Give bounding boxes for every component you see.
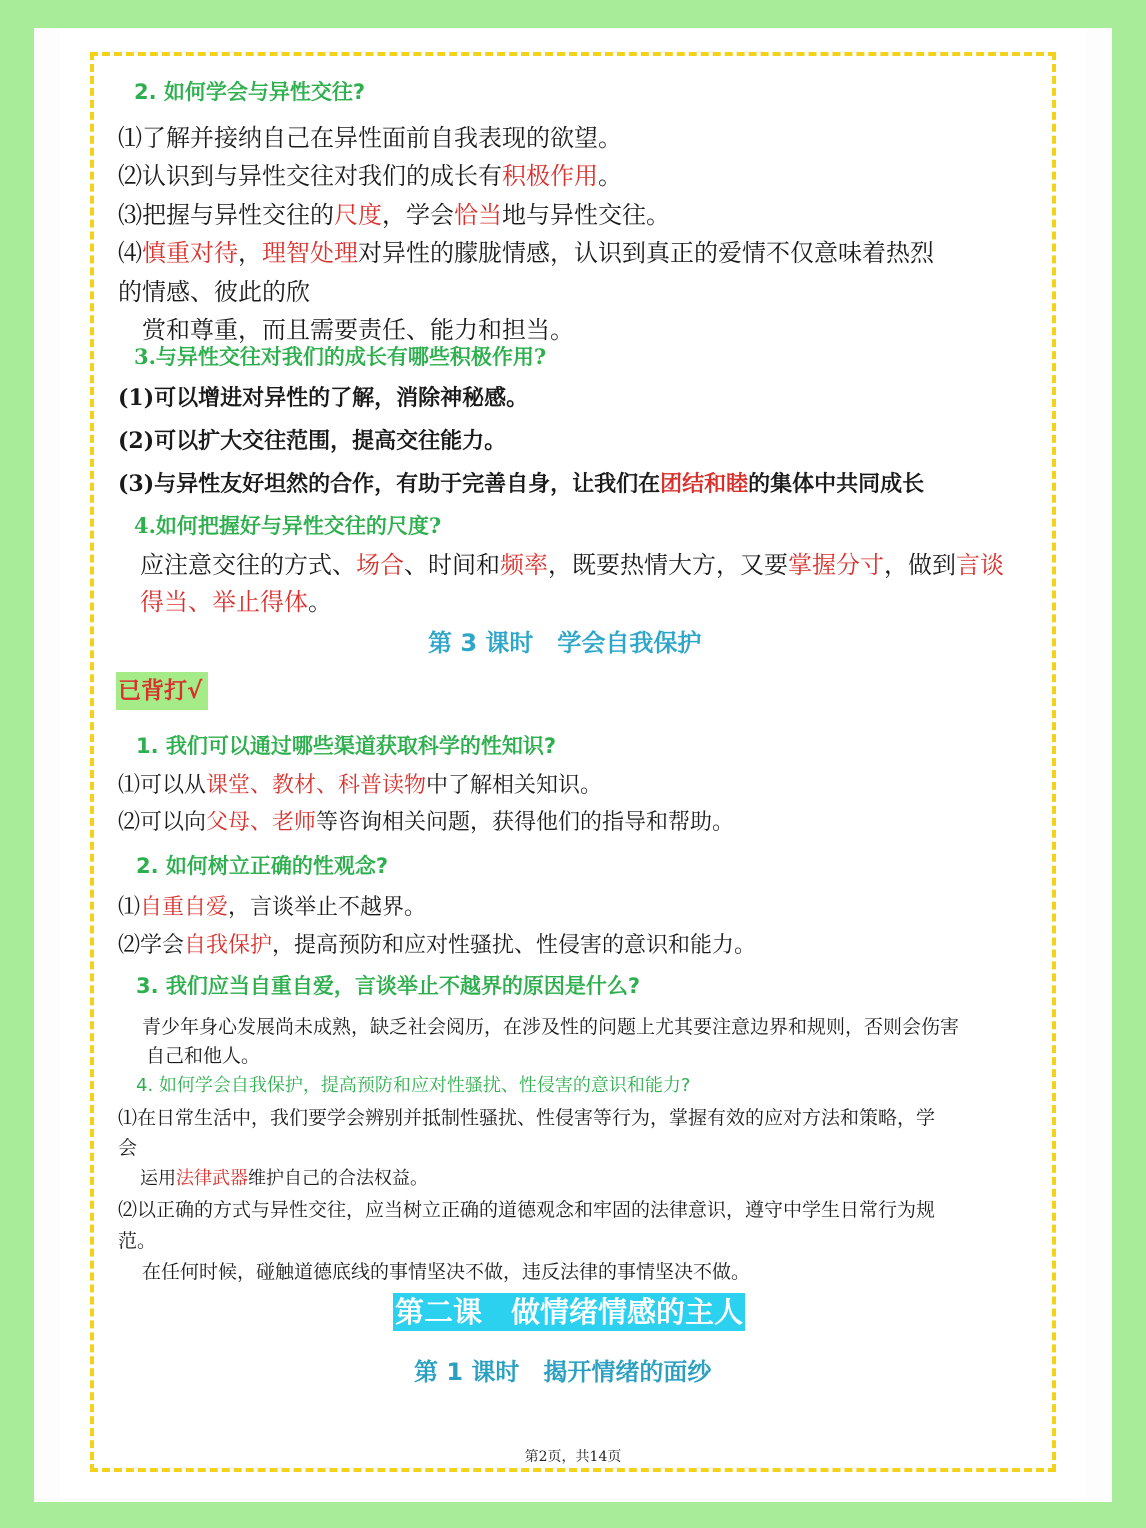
keyword-highlight: 言谈 bbox=[956, 551, 1004, 579]
text-span: 应注意交往的方式、 bbox=[140, 551, 356, 579]
text-span: ，言谈举止不越界。 bbox=[228, 895, 427, 920]
question-heading: 1. 我们可以通过哪些渠道获取科学的性知识? bbox=[136, 734, 557, 758]
answer-line bbox=[118, 805, 734, 836]
answer-line: 在任何时候，碰触道德底线的事情坚决不做，违反法律的事情坚决不做。 bbox=[142, 1261, 751, 1283]
question-heading: 3.与异性交往对我们的成长有哪些积极作用? bbox=[134, 344, 547, 369]
text-span: 中了解相关知识。 bbox=[426, 773, 603, 798]
answer-line: 范。 bbox=[118, 1230, 157, 1252]
question-heading: 2. 如何树立正确的性观念? bbox=[136, 854, 389, 878]
text-span: ，做到 bbox=[884, 551, 956, 579]
question-heading: 3. 我们应当自重自爱，言谈举止不越界的原因是什么? bbox=[136, 974, 641, 998]
keyword-highlight: 团结和睦 bbox=[660, 471, 749, 497]
answer-line: 青少年身心发展尚未成熟，缺乏社会阅历，在涉及性的问题上尤其要注意边界和规则，否则会伤害 bbox=[142, 1016, 960, 1038]
text-span: 、时间和 bbox=[404, 551, 500, 579]
answer-line bbox=[140, 582, 332, 617]
section-title: 第 3 课时 学会自我保护 bbox=[428, 629, 702, 657]
keyword-highlight: 课堂、教材、科普读物 bbox=[206, 773, 427, 798]
answer-line bbox=[118, 890, 426, 921]
keyword-highlight: 自我保护 bbox=[184, 933, 273, 958]
answer-line: 会 bbox=[118, 1137, 138, 1159]
keyword-highlight: 得当、举止得体 bbox=[140, 588, 308, 616]
text-span: 对异性的朦胧情感，认识到真正的爱情不仅意味着热烈 bbox=[358, 239, 934, 267]
text-span: 。 bbox=[598, 162, 622, 190]
answer-line: 的情感、彼此的欣 bbox=[118, 278, 310, 306]
answer-line bbox=[118, 156, 622, 191]
text-span: 运用 bbox=[140, 1168, 176, 1189]
answer-line: 赏和尊重，而且需要责任、能力和担当。 bbox=[142, 316, 574, 344]
keyword-highlight: 法律武器 bbox=[176, 1168, 248, 1189]
keyword-highlight: 频率 bbox=[500, 551, 548, 579]
text-span: (3)与异性友好坦然的合作，有助于完善自身，让我们在 bbox=[118, 471, 661, 497]
text-span: ⑴ bbox=[118, 895, 141, 920]
keyword-highlight: 自重自爱 bbox=[140, 895, 229, 920]
text-span: 的集体中共同成长 bbox=[748, 471, 925, 497]
text-span: ， bbox=[238, 239, 262, 267]
keyword-highlight: 场合 bbox=[356, 551, 404, 579]
keyword-highlight: 理智处理 bbox=[262, 239, 358, 267]
keyword-highlight: 恰当 bbox=[454, 201, 502, 229]
section-title: 第 1 课时 揭开情绪的面纱 bbox=[414, 1358, 712, 1386]
answer-line bbox=[118, 768, 602, 799]
answer-line bbox=[118, 233, 934, 268]
answer-line bbox=[118, 928, 756, 959]
question-heading: 4.如何把握好与异性交往的尺度? bbox=[134, 513, 442, 538]
answer-line bbox=[140, 1164, 428, 1190]
text-span: 等咨询相关问题，获得他们的指导和帮助。 bbox=[316, 810, 735, 835]
text-span: ⑶把握与异性交往的 bbox=[118, 201, 334, 229]
answer-line: 自己和他人。 bbox=[146, 1045, 261, 1067]
keyword-highlight: 慎重对待 bbox=[142, 239, 238, 267]
text-span: ，提高预防和应对性骚扰、性侵害的意识和能力。 bbox=[272, 933, 757, 958]
question-heading: 2. 如何学会与异性交往? bbox=[134, 80, 366, 104]
text-span: ⑵学会 bbox=[118, 933, 185, 958]
text-span: 维护自己的合法权益。 bbox=[248, 1168, 428, 1189]
text-span: ⑴可以从 bbox=[118, 773, 207, 798]
text-span: ⑵认识到与异性交往对我们的成长有 bbox=[118, 162, 502, 190]
keyword-highlight: 掌握分寸 bbox=[788, 551, 884, 579]
answer-line bbox=[118, 195, 670, 230]
text-span: 。 bbox=[308, 588, 332, 616]
answer-line bbox=[140, 545, 1004, 580]
keyword-highlight: 尺度 bbox=[334, 201, 382, 229]
text-span: ⑵可以向 bbox=[118, 810, 207, 835]
keyword-highlight: 父母、老师 bbox=[206, 810, 317, 835]
keyword-highlight: 积极作用 bbox=[502, 162, 598, 190]
memorized-badge: 已背打√ bbox=[116, 672, 208, 710]
answer-line bbox=[118, 467, 924, 498]
answer-line: (2)可以扩大交往范围，提高交往能力。 bbox=[118, 428, 507, 454]
answer-line: ⑴了解并接纳自己在异性面前自我表现的欲望。 bbox=[118, 124, 622, 152]
answer-line: ⑴在日常生活中，我们要学会辨别并抵制性骚扰、性侵害等行为，掌握有效的应对方法和策略，学 bbox=[118, 1107, 936, 1129]
lesson-title: 第二课 做情绪情感的主人 bbox=[395, 1295, 744, 1329]
page-number: 第2页，共14页 bbox=[524, 1449, 622, 1465]
text-span: ⑷ bbox=[118, 239, 142, 267]
question-heading: 4. 如何学会自我保护，提高预防和应对性骚扰、性侵害的意识和能力? bbox=[136, 1075, 691, 1096]
text-span: ，学会 bbox=[382, 201, 454, 229]
answer-line: (1)可以增进对异性的了解，消除神秘感。 bbox=[118, 385, 529, 411]
text-span: ，既要热情大方，又要 bbox=[548, 551, 788, 579]
text-span: 地与异性交往。 bbox=[502, 201, 670, 229]
answer-line: ⑵以正确的方式与异性交往，应当树立正确的道德观念和牢固的法律意识，遵守中学生日常行为规 bbox=[118, 1199, 936, 1221]
